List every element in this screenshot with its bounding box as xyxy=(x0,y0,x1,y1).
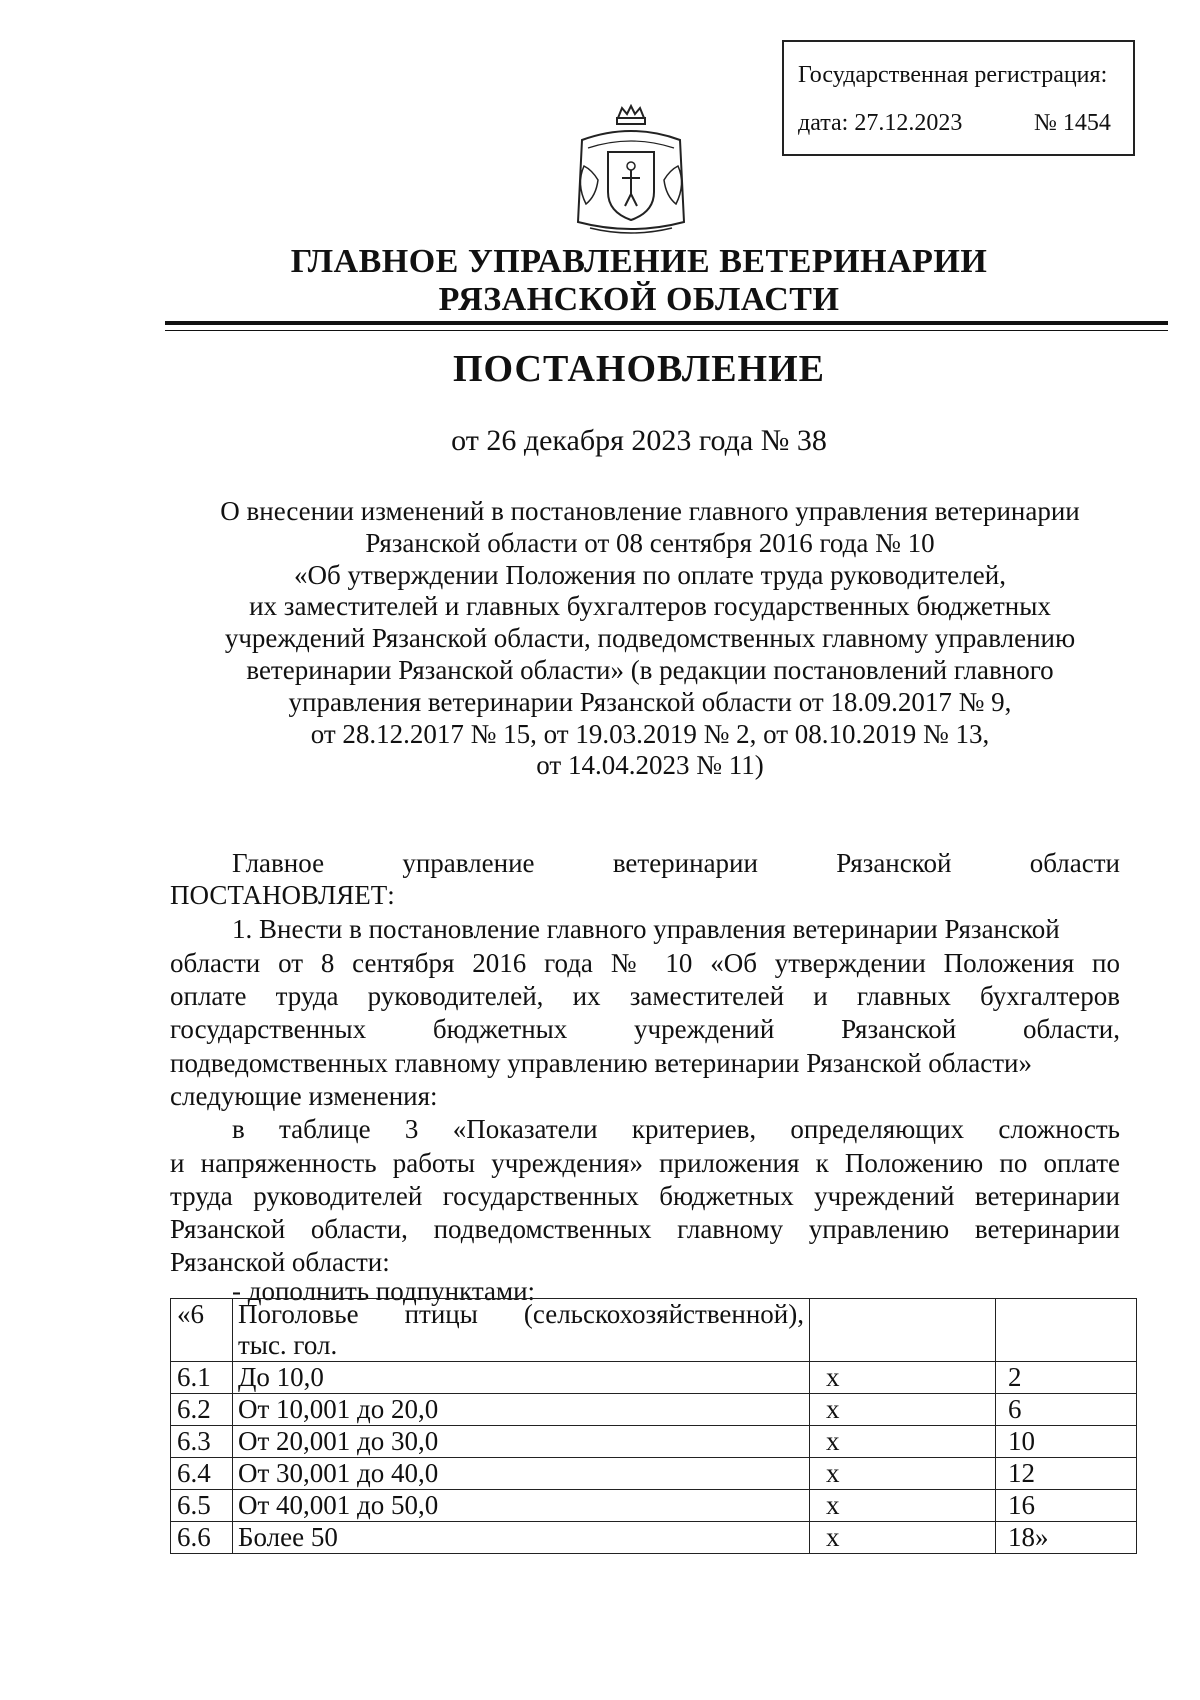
body-line: ПОСТАНОВЛЯЕТ: xyxy=(170,880,395,910)
table-row xyxy=(171,1522,1137,1554)
table-cell: От 20,001 до 30,0 xyxy=(233,1426,810,1458)
table-cell xyxy=(233,1299,810,1362)
table-cell: Более 50 xyxy=(233,1522,810,1554)
criteria-table xyxy=(170,1298,1137,1554)
table-cell: 16 xyxy=(996,1490,1137,1522)
table-cell: 6.3 xyxy=(171,1426,233,1458)
document-date: от 26 декабря 2023 года № 38 xyxy=(451,424,827,457)
body-line: Главное управление ветеринарии Рязанской области xyxy=(232,848,1120,878)
registration-date: дата: 27.12.2023 xyxy=(798,110,963,136)
body-line: - дополнить подпунктами: xyxy=(232,1276,536,1306)
table-row xyxy=(171,1458,1137,1490)
table-row xyxy=(171,1490,1137,1522)
table-cell: х xyxy=(810,1458,996,1490)
title-line: ветеринарии Рязанской области» (в редакции постановлений главного xyxy=(246,654,1054,685)
table-cell: 6.4 xyxy=(171,1458,233,1490)
table-cell: х xyxy=(810,1490,996,1522)
registration-stamp xyxy=(782,40,1135,156)
table-cell: 12 xyxy=(996,1458,1137,1490)
table-cell: 6.2 xyxy=(171,1394,233,1426)
table-header-name-line-2: тыс. гол. xyxy=(238,1330,338,1360)
body-line: подведомственных главному управлению ветеринарии Рязанской области» xyxy=(170,1048,1032,1078)
table-row xyxy=(171,1426,1137,1458)
table-cell: «6 xyxy=(171,1299,233,1362)
table-cell: х xyxy=(810,1362,996,1394)
org-name-line-2: РЯЗАНСКОЙ ОБЛАСТИ xyxy=(438,281,840,318)
table-cell xyxy=(810,1299,996,1362)
org-name-line-1: ГЛАВНОЕ УПРАВЛЕНИЕ ВЕТЕРИНАРИИ xyxy=(290,243,988,280)
table-cell: 6.6 xyxy=(171,1522,233,1554)
body-line: Рязанской области: xyxy=(170,1247,390,1277)
table-header-name-line-1: Поголовье птицы (сельскохозяйственной), xyxy=(238,1299,804,1329)
title-line: О внесении изменений в постановление главного управления ветеринарии xyxy=(220,496,1080,526)
document-title xyxy=(170,496,1130,782)
body-line: области от 8 сентября 2016 года № 10 «Об утверждении Положения по xyxy=(170,948,1120,978)
title-line: от 14.04.2023 № 11) xyxy=(536,750,764,781)
title-line: Рязанской области от 08 сентября 2016 года № 10 xyxy=(365,527,935,558)
body-line: следующие изменения: xyxy=(170,1081,438,1111)
table-cell: х xyxy=(810,1394,996,1426)
body-line: Рязанской области, подведомственных главному управлению ветеринарии xyxy=(170,1214,1120,1244)
table-cell xyxy=(996,1299,1137,1362)
table-cell: 18» xyxy=(996,1522,1137,1554)
body-line: труда руководителей государственных бюджетных учреждений ветеринарии xyxy=(170,1181,1120,1211)
table-cell: х xyxy=(810,1426,996,1458)
title-line: их заместителей и главных бухгалтеров государственных бюджетных xyxy=(249,591,1051,622)
table-row xyxy=(171,1394,1137,1426)
body-line: оплате труда руководителей, их заместителей и главных бухгалтеров xyxy=(170,981,1120,1011)
body-line: 1. Внести в постановление главного управления ветеринарии Рязанской xyxy=(232,914,1060,944)
document-type: ПОСТАНОВЛЕНИЕ xyxy=(452,348,826,390)
header-rule-thin xyxy=(165,330,1168,331)
table-cell: 6.5 xyxy=(171,1490,233,1522)
body-line: государственных бюджетных учреждений Рязанской области, xyxy=(170,1014,1120,1044)
table-cell: 6 xyxy=(996,1394,1137,1426)
title-line: «Об утверждении Положения по оплате труда руководителей, xyxy=(294,559,1006,590)
registration-title: Государственная регистрация: xyxy=(798,62,1108,88)
table-cell: х xyxy=(810,1522,996,1554)
table-cell: До 10,0 xyxy=(233,1362,810,1394)
table-cell: От 40,001 до 50,0 xyxy=(233,1490,810,1522)
body-line: в таблице 3 «Показатели критериев, определяющих сложность xyxy=(232,1114,1120,1144)
table-cell: 10 xyxy=(996,1426,1137,1458)
table-header-row xyxy=(171,1299,1137,1362)
registration-number: № 1454 xyxy=(1034,110,1111,136)
table-cell: От 30,001 до 40,0 xyxy=(233,1458,810,1490)
table-cell: 2 xyxy=(996,1362,1137,1394)
title-line: от 28.12.2017 № 15, от 19.03.2019 № 2, от 08.10.2019 № 13, xyxy=(310,718,990,749)
coat-of-arms-icon xyxy=(570,104,692,240)
table-cell: 6.1 xyxy=(171,1362,233,1394)
title-line: управления ветеринарии Рязанской области от 18.09.2017 № 9, xyxy=(288,686,1012,717)
body-line: и напряженность работы учреждения» приложения к Положению по оплате xyxy=(170,1148,1120,1178)
header-rule-thick xyxy=(165,321,1168,325)
title-line: учреждений Рязанской области, подведомственных главному управлению xyxy=(224,623,1076,654)
table-cell: От 10,001 до 20,0 xyxy=(233,1394,810,1426)
table-row xyxy=(171,1362,1137,1394)
